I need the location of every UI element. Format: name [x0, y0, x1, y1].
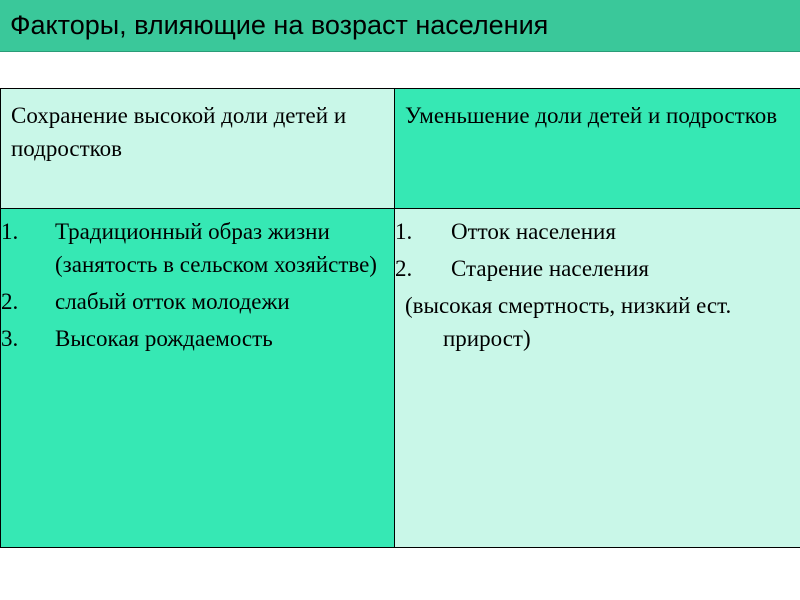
- list-text: слабый отток молодежи: [55, 289, 290, 314]
- right-note: (высокая смертность, низкий ест. прирост): [405, 293, 732, 351]
- left-header-cell: [1, 89, 395, 209]
- right-header-cell: [395, 89, 800, 209]
- list-item: [1, 215, 388, 281]
- slide-title: Факторы, влияющие на возраст населения: [10, 10, 549, 40]
- list-number: 3.: [1, 326, 19, 351]
- list-number: 2.: [395, 256, 413, 281]
- right-body-cell: [395, 209, 800, 548]
- list-text: Старение населения: [451, 256, 649, 281]
- right-header-text: Уменьшение доли детей и подростков: [405, 103, 778, 128]
- list-number: 1.: [1, 219, 19, 244]
- list-number: 2.: [1, 289, 19, 314]
- left-body-cell: [1, 209, 395, 548]
- list-item: [1, 285, 388, 318]
- list-item: [395, 252, 794, 285]
- factors-table: [0, 88, 800, 548]
- table-body-row: [1, 209, 800, 548]
- table-header-row: [1, 89, 800, 209]
- list-number: 1.: [395, 219, 413, 244]
- left-header-text: Сохранение высокой доли детей и подростков: [11, 103, 347, 161]
- list-text: Высокая рождаемость: [55, 326, 273, 351]
- list-text: Традиционный образ жизни (занятость в сельском хозяйстве): [55, 219, 377, 277]
- list-item: [1, 322, 388, 355]
- list-text: Отток населения: [451, 219, 616, 244]
- title-bar: [0, 0, 800, 52]
- list-item: [395, 215, 794, 248]
